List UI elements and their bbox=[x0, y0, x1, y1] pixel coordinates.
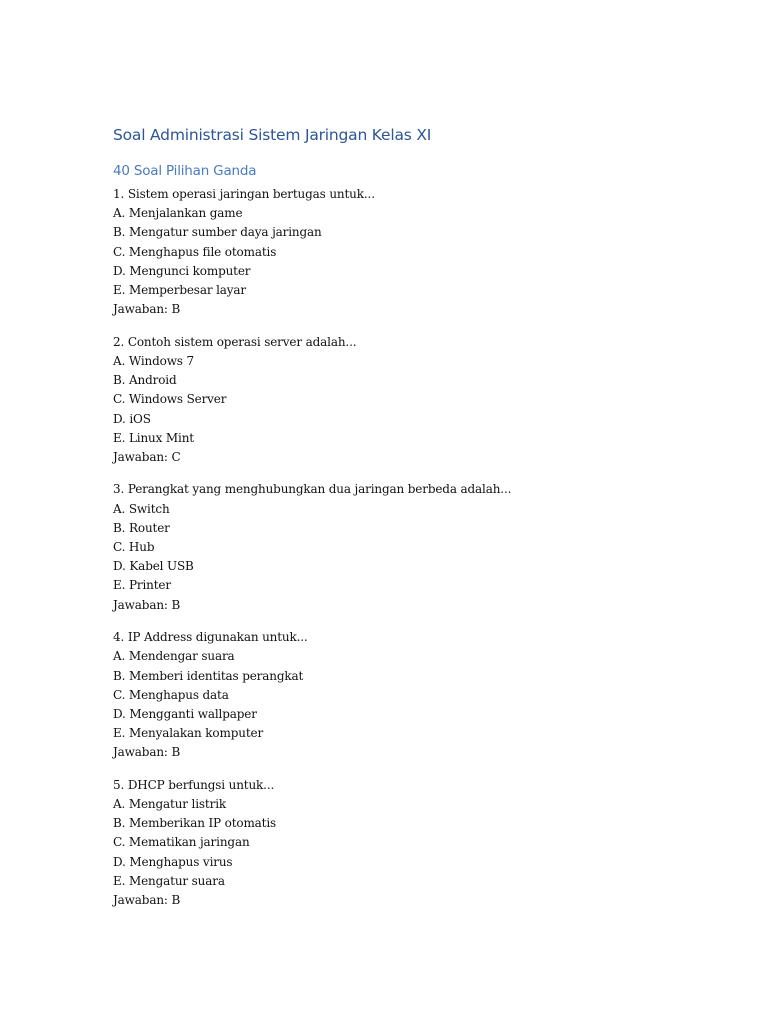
question-block bbox=[113, 628, 511, 762]
answer-key: Jawaban: B bbox=[113, 745, 181, 760]
answer-option: E. Linux Mint bbox=[113, 430, 194, 445]
answer-option: A. Windows 7 bbox=[113, 353, 194, 368]
question-prompt: 4. IP Address digunakan untuk... bbox=[113, 630, 308, 645]
answer-option: B. Memberikan IP otomatis bbox=[113, 816, 277, 831]
question-block bbox=[113, 776, 511, 910]
question-block bbox=[113, 185, 511, 319]
answer-option: A. Switch bbox=[113, 501, 170, 516]
answer-option: C. Menghapus file otomatis bbox=[113, 244, 277, 259]
answer-option: E. Printer bbox=[113, 578, 171, 593]
question-block bbox=[113, 333, 511, 467]
answer-option: D. Menghapus virus bbox=[113, 854, 233, 869]
answer-option: A. Mengatur listrik bbox=[113, 797, 227, 812]
document-title: Soal Administrasi Sistem Jaringan Kelas XI bbox=[113, 126, 432, 144]
answer-option: B. Memberi identitas perangkat bbox=[113, 668, 304, 683]
answer-option: B. Android bbox=[113, 373, 177, 388]
answer-key: Jawaban: B bbox=[113, 302, 181, 317]
answer-option: A. Mendengar suara bbox=[113, 649, 235, 664]
question-list bbox=[113, 185, 511, 924]
answer-option: D. iOS bbox=[113, 411, 151, 426]
question-block bbox=[113, 480, 511, 614]
answer-option: B. Mengatur sumber daya jaringan bbox=[113, 225, 322, 240]
answer-option: B. Router bbox=[113, 520, 170, 535]
answer-option: D. Mengunci komputer bbox=[113, 263, 251, 278]
document-subtitle: 40 Soal Pilihan Ganda bbox=[113, 163, 257, 179]
answer-option: E. Memperbesar layar bbox=[113, 283, 246, 298]
question-prompt: 1. Sistem operasi jaringan bertugas untuk... bbox=[113, 187, 375, 201]
question-prompt: 2. Contoh sistem operasi server adalah... bbox=[113, 334, 357, 349]
answer-option: C. Hub bbox=[113, 540, 155, 555]
answer-option: C. Menghapus data bbox=[113, 687, 229, 702]
answer-option: C. Windows Server bbox=[113, 392, 227, 407]
answer-option: E. Menyalakan komputer bbox=[113, 726, 264, 741]
answer-option: D. Kabel USB bbox=[113, 559, 194, 574]
answer-option: E. Mengatur suara bbox=[113, 873, 225, 888]
answer-key: Jawaban: B bbox=[113, 893, 181, 908]
answer-key: Jawaban: B bbox=[113, 597, 181, 612]
answer-key: Jawaban: C bbox=[113, 449, 181, 464]
answer-option: D. Mengganti wallpaper bbox=[113, 706, 257, 721]
answer-option: C. Mematikan jaringan bbox=[113, 835, 250, 850]
question-prompt: 3. Perangkat yang menghubungkan dua jaringan berbeda adalah... bbox=[113, 482, 512, 497]
question-prompt: 5. DHCP berfungsi untuk... bbox=[113, 777, 275, 792]
answer-option: A. Menjalankan game bbox=[113, 206, 243, 221]
